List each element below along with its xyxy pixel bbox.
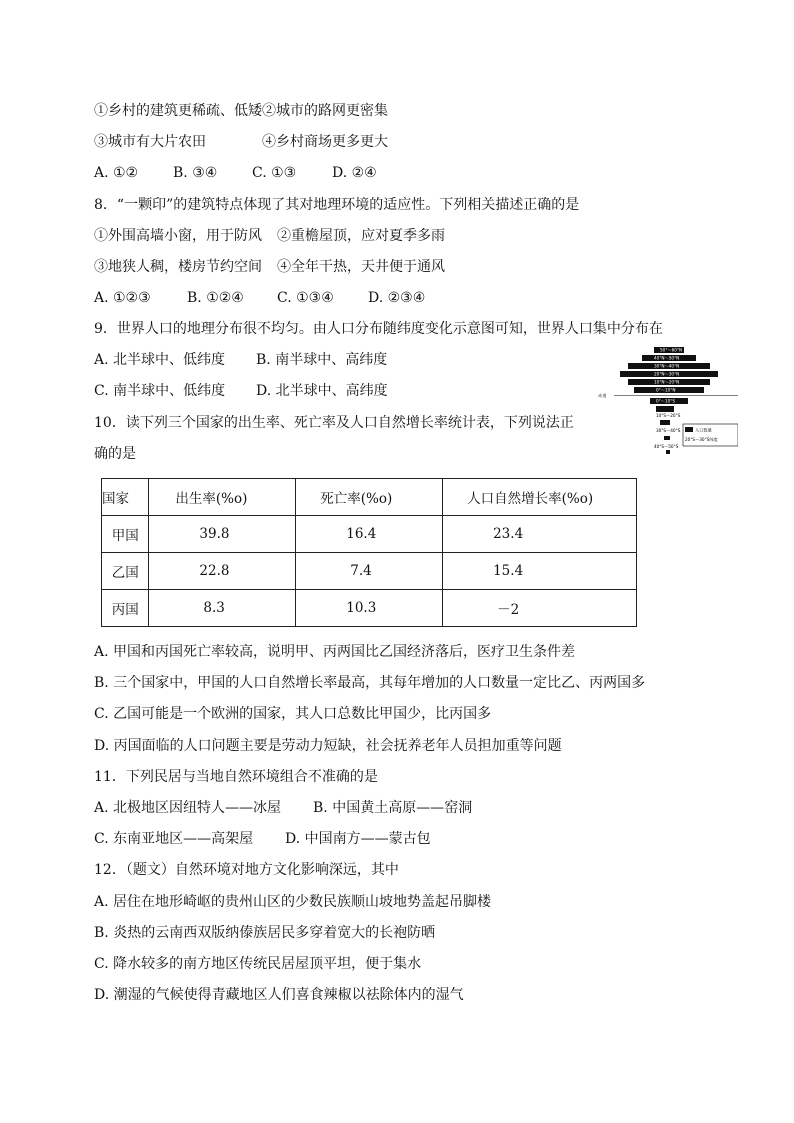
q7-option-b[interactable]: B. ③④ — [173, 165, 218, 181]
lower-label-3: 40°S～50°S — [654, 444, 679, 449]
q8-stem: 8．“一颗印”的建筑特点体现了其对地理环境的适应性。下列相关描述正确的是 — [94, 197, 580, 213]
legend-swatch — [685, 427, 693, 432]
band-label-3: 30°N～40°N — [654, 363, 680, 369]
q11-option-c[interactable]: C. 东南亚地区——高架屋 — [94, 831, 254, 847]
q12-option-c[interactable]: C. 降水较多的南方地区传统民居屋顶平坦，便于集水 — [94, 956, 422, 972]
q9-stem: 9．世界人口的地理分布很不均匀。由人口分布随纬度变化示意图可知，世界人口集中分布在 — [94, 321, 663, 337]
lower-label-2: 30°S～40°S — [656, 428, 681, 433]
q11-option-b[interactable]: B. 中国黄土高原——窑洞 — [313, 800, 473, 816]
table-cell: 39.8 — [149, 516, 296, 553]
population-latitude-figure — [598, 340, 738, 462]
q7-option-a[interactable]: A. ①② — [94, 165, 139, 181]
q9-option-a[interactable]: A. 北半球中、低纬度 — [94, 352, 226, 368]
q10-option-c[interactable]: C. 乙国可能是一个欧洲的国家，其人口总数比甲国少，比丙国多 — [94, 706, 492, 722]
band-label-5: 10°N～20°N — [654, 379, 680, 385]
q12-option-d[interactable]: D. 潮湿的气候使得青藏地区人们喜食辣椒以祛除体内的湿气 — [94, 987, 464, 1003]
q12-option-a[interactable]: A. 居住在地形崎岖的贵州山区的少数民族顺山坡地势盖起吊脚楼 — [94, 894, 492, 910]
table-cell-country: 甲国 — [102, 516, 149, 553]
q11-option-a[interactable]: A. 北极地区因纽特人——冰屋 — [94, 800, 282, 816]
q9-option-b[interactable]: B. 南半球中、高纬度 — [256, 352, 388, 368]
q10-option-b[interactable]: B. 三个国家中，甲国的人口自然增长率最高，其每年增加的人口数量一定比乙、丙两国多 — [94, 675, 646, 691]
table-header-cell: 国家 — [102, 479, 149, 516]
q8-statement-2: ②重檐屋顶，应对夏季多雨 — [277, 228, 445, 244]
band-bar-11 — [666, 450, 670, 454]
band-bar-10 — [664, 436, 670, 440]
q11-stem: 11．下列民居与当地自然环境组合不准确的是 — [94, 769, 378, 785]
q10-option-d[interactable]: D. 丙国面临的人口问题主要是劳动力短缺，社会抚养老年人员担加重等问题 — [94, 738, 562, 754]
band-bar-8 — [656, 406, 674, 412]
q10-stem-line2: 确的是 — [94, 446, 136, 462]
table-cell-country: 丙国 — [102, 590, 149, 627]
q9-option-c[interactable]: C. 南半球中、低纬度 — [94, 383, 226, 399]
table-header-cell: 人口自然增长率(%o) — [443, 479, 637, 516]
population-table — [101, 478, 637, 627]
table-header-row — [102, 479, 637, 516]
band-label-1: 50°～60°N — [660, 347, 683, 353]
table-cell-country: 乙国 — [102, 553, 149, 590]
table-cell: 7.4 — [296, 553, 443, 590]
legend-count-label: 人口数量 — [695, 427, 712, 433]
q7-statement-4: ④乡村商场更多更大 — [262, 134, 388, 150]
q10-option-a[interactable]: A. 甲国和丙国死亡率较高，说明甲、丙两国比乙国经济落后，医疗卫生条件差 — [94, 644, 576, 660]
table-row — [102, 553, 637, 590]
table-cell: 15.4 — [443, 553, 637, 590]
q10-stem-line1: 10．读下列三个国家的出生率、死亡率及人口自然增长率统计表，下列说法正 — [94, 415, 574, 431]
table-cell: 22.8 — [149, 553, 296, 590]
equator-label: 赤道 — [598, 393, 607, 398]
band-label-4: 20°N～30°N — [654, 371, 680, 377]
lower-label-1: 10°S～20°S — [656, 413, 681, 418]
band-label-2: 40°N～50°N — [654, 355, 680, 361]
band-label-6: 0°～10°N — [656, 387, 676, 393]
q9-option-d[interactable]: D. 北半球中、高纬度 — [256, 383, 388, 399]
q8-statement-4: ④全年干热，天井便于通风 — [277, 259, 445, 275]
q7-statement-3: ③城市有大片农田 — [94, 134, 206, 150]
table-header-cell: 出生率(%o) — [149, 479, 296, 516]
table-cell: 16.4 — [296, 516, 443, 553]
q11-option-d[interactable]: D. 中国南方——蒙古包 — [285, 831, 431, 847]
q7-option-c[interactable]: C. ①③ — [252, 165, 297, 181]
table-row — [102, 516, 637, 553]
table-cell: 10.3 — [296, 590, 443, 627]
q8-option-d[interactable]: D. ②③④ — [368, 290, 426, 306]
q8-statement-1: ①外围高墙小窗，用于防风 — [94, 228, 262, 244]
q8-option-a[interactable]: A. ①②③ — [94, 290, 151, 306]
table-cell: 8.3 — [149, 590, 296, 627]
table-cell: －2 — [443, 590, 637, 627]
table-row — [102, 590, 637, 627]
band-bar-9 — [660, 420, 670, 425]
table-cell: 23.4 — [443, 516, 637, 553]
q7-statement-1-2: ①乡村的建筑更稀疏、低矮②城市的路网更密集 — [94, 103, 388, 119]
legend-band-label: 20°S～30°S纬度 — [685, 437, 718, 442]
q12-stem: 12．（题文）自然环境对地方文化影响深远，其中 — [94, 862, 399, 878]
q8-statement-3: ③地狭人稠，楼房节约空间 — [94, 259, 262, 275]
table-header-cell: 死亡率(%o) — [296, 479, 443, 516]
q12-option-b[interactable]: B. 炎热的云南西双版纳傣族居民多穿着宽大的长袍防晒 — [94, 925, 436, 941]
band-label-7: 0°～10°S — [656, 398, 676, 404]
q8-option-b[interactable]: B. ①②④ — [187, 290, 244, 306]
q7-option-d[interactable]: D. ②④ — [332, 165, 377, 181]
q8-option-c[interactable]: C. ①③④ — [277, 290, 334, 306]
